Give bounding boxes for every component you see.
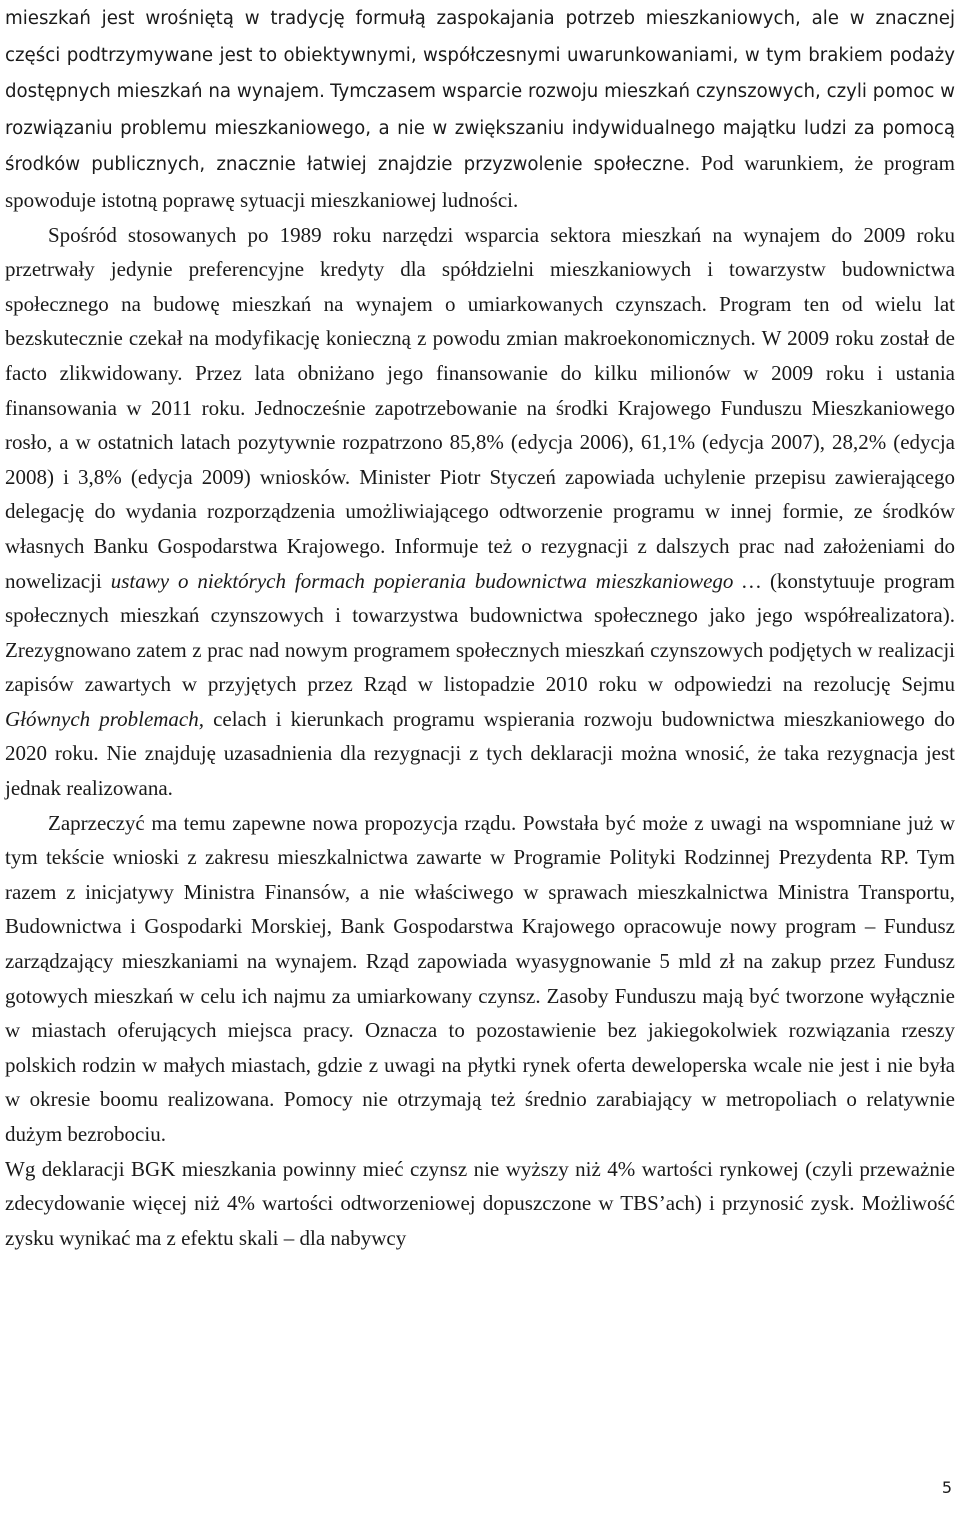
paragraph-4: Wg deklaracji BGK mieszkania powinny mieć czynsz nie wyższy niż 4% wartości rynkowej (czyli przeważnie zdecydowanie więcej niż 4% wartości odtworzeniowej dopuszczone w TBS’ach) i przynosić zysk. Możliwość zysku wynikać ma z efektu skali – dla nabywcy (5, 1156, 955, 1250)
paragraph-2-part-a: Spośród stosowanych po 1989 roku narzędzi wsparcia sektora mieszkań na wynajem do 2009 roku przetrwały jedynie preferencyjne kredyty dla spółdzielni mieszkaniowych i towarzystw budownictwa społecznego na budowę mieszkań na wynajem o umiarkowanych czynszach. Program ten od wielu lat bezskutecznie czekał na modyfikację konieczną z powodu zmian makroekonomicznych. W 2009 roku został de facto zlikwidowany. Przez lata obniżano jego finansowanie do kilku milionów w 2009 roku i ustania finansowania w 2011 roku. Jednocześnie zapotrzebowanie na środki Krajowego Funduszu Mieszkaniowego rosło, a w ostatnich latach pozytywnie rozpatrzono 85,8% (edycja 2006), 61,1% (edycja 2007), 28,2% (edycja 2008) i 3,8% (edycja 2009) wniosków. Minister Piotr Styczeń zapowiada uchylenie przepisu zawierającego delegację do wydania rozporządzenia umożliwiającego odtworzenie programu w innej formie, ze środków własnych Banku Gospodarstwa Krajowego. Informuje też o rezygnacji z dalszych prac nad założeniami do nowelizacji (5, 222, 955, 593)
paragraph-3: Zaprzeczyć ma temu zapewne nowa propozycja rządu. Powstała być może z uwagi na wspomniane już w tym tekście wnioski z zakresu mieszkalnictwa zawarte w Programie Polityki Rodzinnej Prezydenta RP. Tym razem z inicjatywy Ministra Finansów, a nie właściwego w sprawach mieszkalnictwa Ministra Transportu, Budownictwa i Gospodarki Morskiej, Bank Gospodarstwa Krajowego opracowuje nowy program – Fundusz zarządzający mieszkaniami na wynajem. Rząd zapowiada wyasygnowanie 5 mld zł na zakup przez Fundusz gotowych mieszkań w celu ich najmu za umiarkowany czynsz. Zasoby Funduszu mają być tworzone wyłącznie w miastach oferujących miejsca pracy. Oznacza to pozostawienie bez jakiegokolwiek rozwiązania rzeszy polskich rodzin w małych miastach, gdzie z uwagi na płytki rynek oferta deweloperska wcale nie jest i nie była w okresie boomu realizowana. Pomocy nie otrzymają też średnio zarabiający w metropoliach o relatywnie dużym bezrobociu. (5, 810, 955, 1146)
text-body (5, 0, 955, 1255)
paragraph-2-italic-resolution-title: Głównych problemach, (5, 706, 204, 731)
paragraph-2 (5, 218, 955, 806)
page-number: 5 (941, 1478, 952, 1497)
paragraph-2-part-b: (konstytuuje program społecznych mieszkań czynszowych i towarzystwa budownictwa społecznego jako jego współrealizatora). Zrezygnowano zatem z prac nad nowym programem społecznych mieszkań czynszowych podjętych w realizacji zapisów zawartych w przyjętych przez Rząd w listopadzie 2010 roku w odpowiedzi na rezolucję Sejmu (5, 568, 955, 697)
paragraph-2-part-c: celach i kierunkach programu wspierania rozwoju budownictwa mieszkaniowego do 2020 roku. Nie znajduję uzasadnienia dla rezygnacji z tych deklaracji można wnosić, że taka rezygnacja jest jednak realizowana. (5, 706, 955, 801)
paragraph-1-sentence-1: mieszkań jest wrośniętą w tradycję formułą zaspokajania potrzeb mieszkaniowych, ale w znacznej części podtrzymywane jest to obiektywnymi, współczesnymi uwarunkowaniami, w tym brakiem podaży dostępnych mieszkań na wynajem. (5, 8, 955, 103)
paragraph-1 (5, 0, 955, 218)
paragraph-1-sentence-3: Pod warunkiem, że program spowoduje istotną poprawę sytuacji mieszkaniowej ludności. (5, 151, 956, 212)
paragraph-2-italic-act-title: ustawy o niektórych formach popierania budownictwa mieszkaniowego … (110, 568, 762, 593)
paragraph-1-sentence-2: Tymczasem wsparcie rozwoju mieszkań czynszowych, czyli pomoc w rozwiązaniu problemu mieszkaniowego, a nie w zwiększaniu indywidualnego majątku ludzi za pomocą środków publicznych, znacznie łatwiej znajdzie przyzwolenie społeczne. (5, 81, 956, 176)
